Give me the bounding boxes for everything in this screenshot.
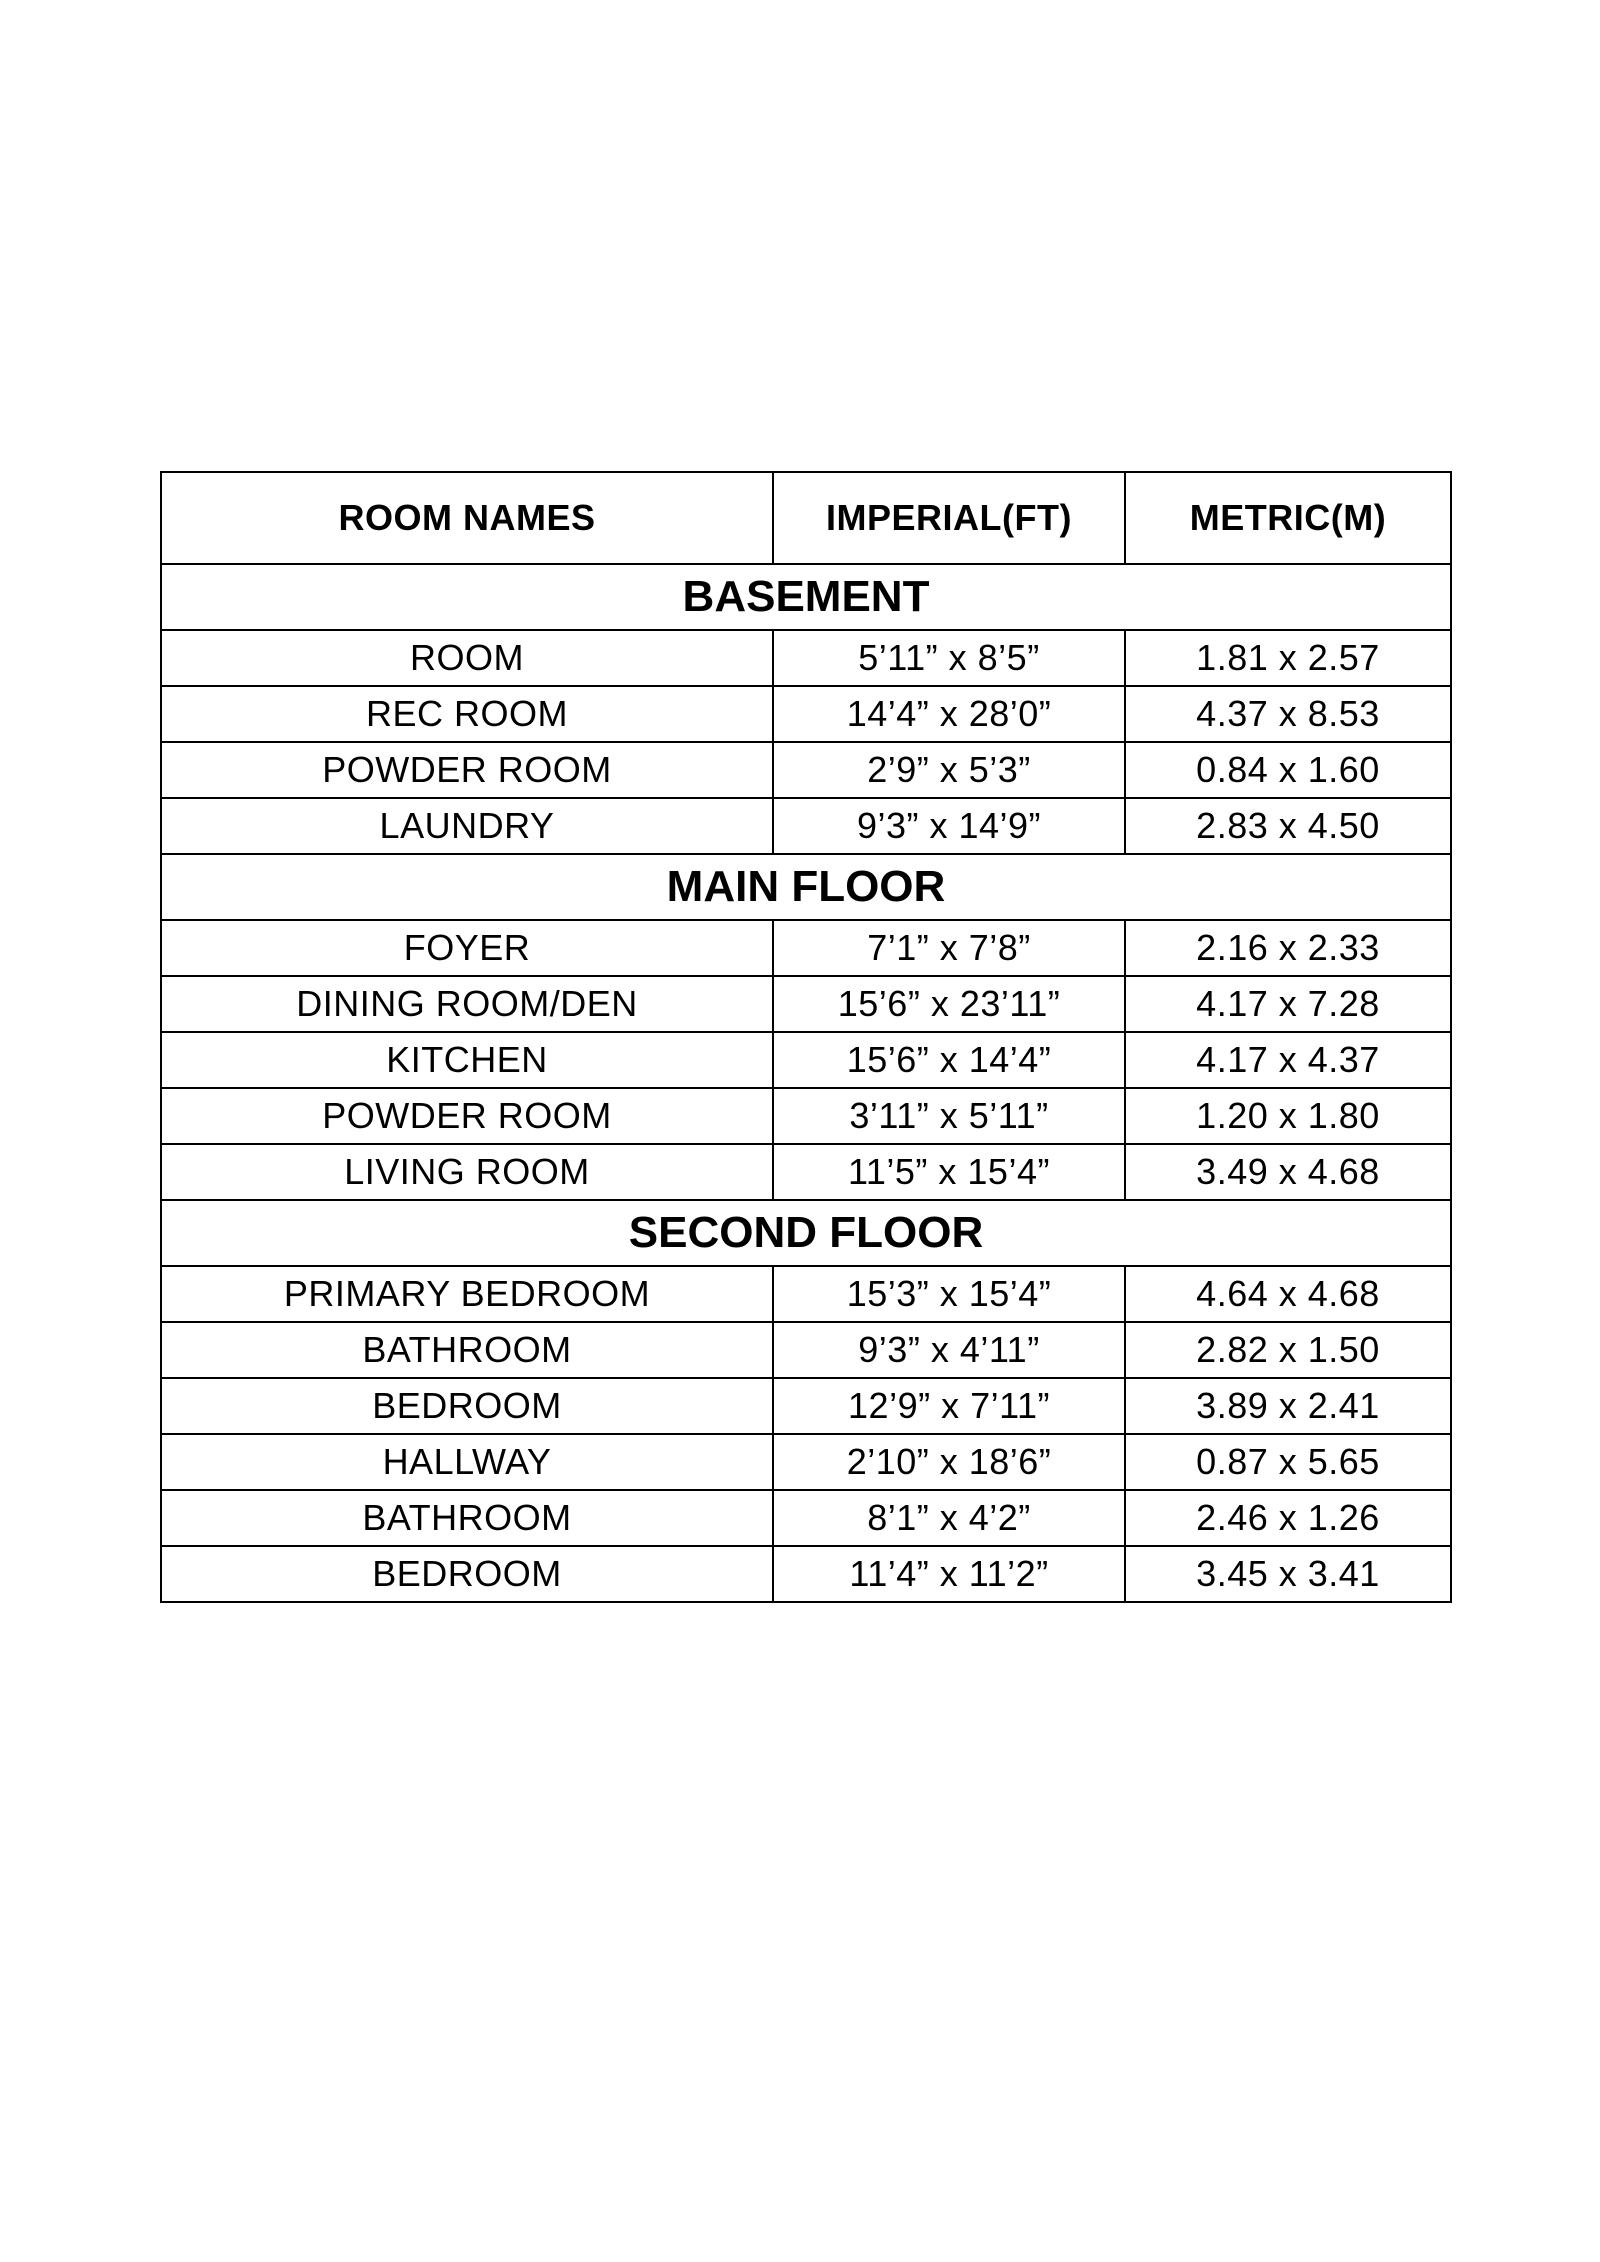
imperial-dimension: 15’6” x 14’4” [773,1032,1125,1088]
section-row-second-floor [161,1200,1451,1266]
table-row [161,686,1451,742]
imperial-dimension: 8’1” x 4’2” [773,1490,1125,1546]
imperial-dimension: 7’1” x 7’8” [773,920,1125,976]
room-dimensions-table-container [160,471,1450,1603]
metric-dimension: 2.83 x 4.50 [1125,798,1451,854]
section-row-main-floor [161,854,1451,920]
metric-dimension: 2.16 x 2.33 [1125,920,1451,976]
room-name: DINING ROOM/DEN [161,976,773,1032]
metric-dimension: 4.17 x 4.37 [1125,1032,1451,1088]
metric-dimension: 4.64 x 4.68 [1125,1266,1451,1322]
room-name: POWDER ROOM [161,742,773,798]
metric-dimension: 3.89 x 2.41 [1125,1378,1451,1434]
section-title: MAIN FLOOR [161,854,1451,920]
table-row [161,1490,1451,1546]
table-row [161,1032,1451,1088]
metric-dimension: 4.17 x 7.28 [1125,976,1451,1032]
metric-dimension: 2.46 x 1.26 [1125,1490,1451,1546]
header-imperial: IMPERIAL(FT) [773,472,1125,564]
header-metric: METRIC(M) [1125,472,1451,564]
metric-dimension: 2.82 x 1.50 [1125,1322,1451,1378]
imperial-dimension: 2’10” x 18’6” [773,1434,1125,1490]
room-name: PRIMARY BEDROOM [161,1266,773,1322]
room-name: BATHROOM [161,1322,773,1378]
table-row [161,630,1451,686]
room-name: FOYER [161,920,773,976]
table-row [161,1088,1451,1144]
metric-dimension: 4.37 x 8.53 [1125,686,1451,742]
table-row [161,1322,1451,1378]
imperial-dimension: 15’6” x 23’11” [773,976,1125,1032]
metric-dimension: 0.84 x 1.60 [1125,742,1451,798]
table-row [161,1434,1451,1490]
room-name: LAUNDRY [161,798,773,854]
imperial-dimension: 14’4” x 28’0” [773,686,1125,742]
metric-dimension: 1.81 x 2.57 [1125,630,1451,686]
imperial-dimension: 9’3” x 14’9” [773,798,1125,854]
imperial-dimension: 15’3” x 15’4” [773,1266,1125,1322]
room-name: BEDROOM [161,1378,773,1434]
imperial-dimension: 3’11” x 5’11” [773,1088,1125,1144]
room-name: POWDER ROOM [161,1088,773,1144]
table-row [161,976,1451,1032]
metric-dimension: 3.49 x 4.68 [1125,1144,1451,1200]
section-row-basement [161,564,1451,630]
table-row [161,742,1451,798]
metric-dimension: 3.45 x 3.41 [1125,1546,1451,1602]
table-row [161,1144,1451,1200]
room-name: KITCHEN [161,1032,773,1088]
table-row [161,798,1451,854]
imperial-dimension: 11’5” x 15’4” [773,1144,1125,1200]
section-title: SECOND FLOOR [161,1200,1451,1266]
metric-dimension: 1.20 x 1.80 [1125,1088,1451,1144]
header-room-names: ROOM NAMES [161,472,773,564]
room-name: ROOM [161,630,773,686]
metric-dimension: 0.87 x 5.65 [1125,1434,1451,1490]
room-name: BEDROOM [161,1546,773,1602]
room-name: HALLWAY [161,1434,773,1490]
header-row [161,472,1451,564]
section-title: BASEMENT [161,564,1451,630]
room-name: BATHROOM [161,1490,773,1546]
table-row [161,1546,1451,1602]
room-name: LIVING ROOM [161,1144,773,1200]
imperial-dimension: 2’9” x 5’3” [773,742,1125,798]
table-row [161,1266,1451,1322]
imperial-dimension: 5’11” x 8’5” [773,630,1125,686]
imperial-dimension: 11’4” x 11’2” [773,1546,1125,1602]
table-row [161,920,1451,976]
room-dimensions-table [160,471,1452,1603]
imperial-dimension: 9’3” x 4’11” [773,1322,1125,1378]
table-row [161,1378,1451,1434]
imperial-dimension: 12’9” x 7’11” [773,1378,1125,1434]
room-name: REC ROOM [161,686,773,742]
